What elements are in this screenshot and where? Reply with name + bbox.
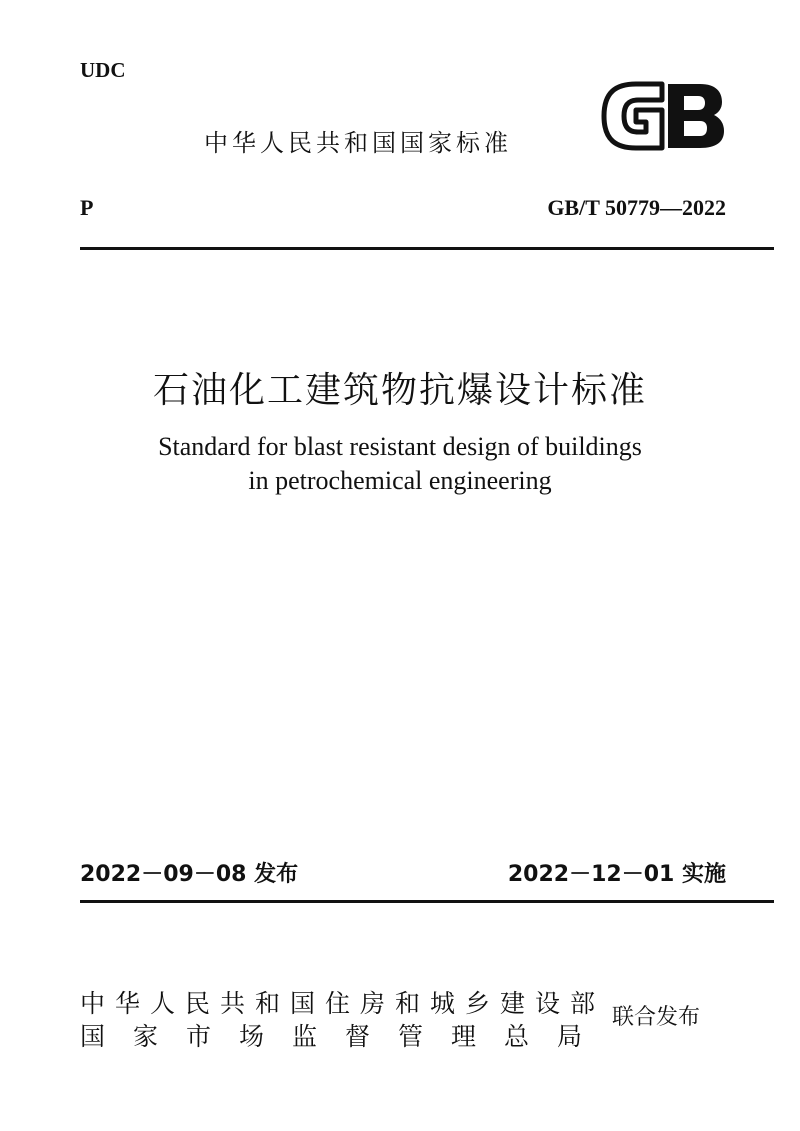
gb-logo-icon bbox=[596, 80, 728, 152]
udc-label: UDC bbox=[80, 58, 126, 82]
issue-date: 2022－09－08 发布 bbox=[80, 862, 299, 887]
implementation-date: 2022－12－01 实施 bbox=[507, 862, 726, 887]
classification-code: P bbox=[80, 195, 94, 220]
issuer-line-1: 中华人民共和国住房和城乡建设部 bbox=[80, 989, 606, 1018]
bottom-divider bbox=[80, 900, 774, 903]
english-title-line-2: in petrochemical engineering bbox=[248, 466, 552, 495]
english-title-line-1: Standard for blast resistant design of buildings bbox=[158, 432, 642, 461]
top-divider bbox=[80, 247, 774, 250]
issuer-line-2: 国家市场监督管理总局 bbox=[80, 1022, 611, 1051]
national-standard-label: 中华人民共和国国家标准 bbox=[204, 129, 512, 157]
joint-issue-label: 联合发布 bbox=[612, 1005, 701, 1030]
standard-number: GB/T 50779—2022 bbox=[547, 195, 726, 220]
chinese-title: 石油化工建筑物抗爆设计标准 bbox=[152, 370, 647, 411]
